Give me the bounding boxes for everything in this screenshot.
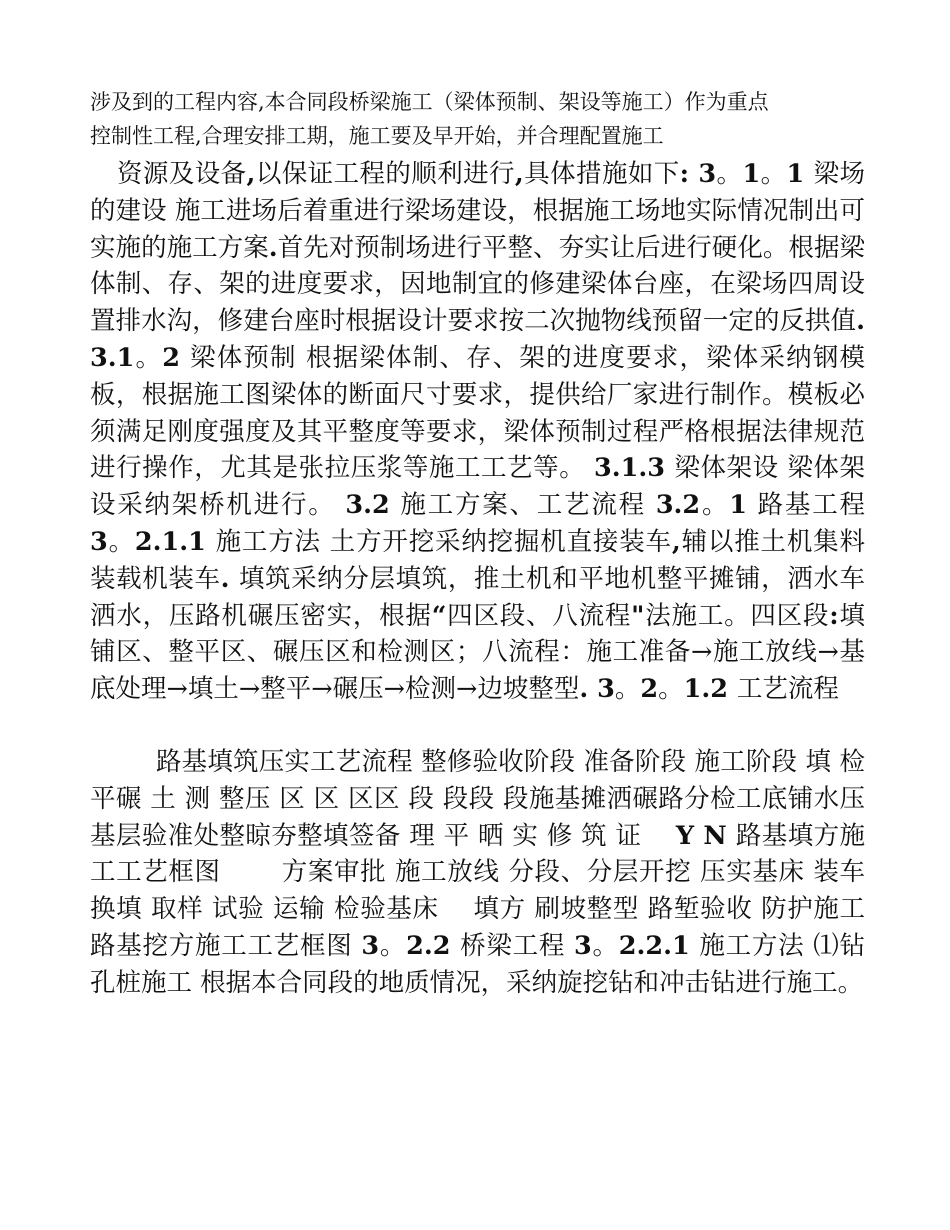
bold-run: 2 <box>640 674 659 705</box>
bold-run: 2 <box>162 342 191 373</box>
bold-run: Y N <box>675 820 736 851</box>
text-run: 梁体架设 梁体架设采纳架桥机进行。 <box>90 453 865 521</box>
text-run: 资源及设备 <box>117 159 247 189</box>
body-paragraph-1 <box>90 156 865 708</box>
text-run: 。 <box>658 674 684 705</box>
intro-line: 涉及到的工程内容,本合同段桥梁施工（梁体预制、架设等施工）作为重点 <box>90 90 769 114</box>
text-run: 四区段、八流程 <box>446 600 632 631</box>
text-run: 首先对预制场进行平整、夯实让后进行硬化。根据梁体制、存、架的进度要求，因地制宜的修建梁体台座，在梁场四周设置排水沟，修建台座时根据设计要求按二次抛物线预留一定的反拱值 <box>90 232 865 337</box>
bold-run: , <box>671 526 681 557</box>
bold-run: . 3 <box>579 674 615 705</box>
text-run: 。 <box>379 930 407 961</box>
intro-text <box>90 88 865 150</box>
text-run: 。 <box>700 490 730 521</box>
text-run: 。 <box>134 342 163 373</box>
text-run: 具体措施如下 <box>523 159 680 189</box>
bold-run: 3.2 <box>345 490 401 521</box>
text-run: 填铺区、整平区、碾压区和检测区；八流程：施工准备→施工放线→基底处理→填土→整平→碾压→检测→边坡整型 <box>90 600 865 705</box>
text-run: 以保证工程的顺利进行 <box>255 159 515 189</box>
text-run: 施工方法 土方开挖采纳挖掘机直接装车 <box>215 526 672 557</box>
text-run: 法施工。四区段 <box>644 600 830 631</box>
bold-run: 1 <box>729 490 758 521</box>
intro-line: 控制性工程,合理安排工期，施工要及早开始，并合理配置施工 <box>90 124 664 148</box>
body-paragraph-2 <box>90 744 865 1002</box>
text-run: 。 <box>716 159 743 189</box>
bold-run: 3.2 <box>655 490 701 521</box>
document-page <box>90 88 865 1002</box>
bold-run: : <box>829 600 839 631</box>
bold-run: 3.1.3 <box>593 453 675 484</box>
bold-run: 1 <box>786 159 814 189</box>
bold-run: 1.2 <box>683 674 737 705</box>
bold-run: 3 <box>361 930 380 961</box>
text-run: 梁场的建设 施工进场后着重进行梁场建设，根据施工场地实际情况制出可实施的施工方案 <box>90 159 865 263</box>
bold-run: " <box>631 600 645 631</box>
bold-run: . 3.1 <box>90 306 865 373</box>
bold-run: 3 <box>574 930 592 961</box>
bold-run: 2.1.1 <box>134 526 216 557</box>
bold-run: “ <box>431 600 447 631</box>
bold-run: , <box>246 159 256 189</box>
text-run: 路基填筑压实工艺流程 整修验收阶段 准备阶段 施工阶段 填 检 平碾 土 测 整压 区 区 区区 段 段段 段施基摊洒碾路分检工底铺水压基层验准处整晾夯整填签备 理 平 晒 实 修 筑 证 <box>90 746 865 851</box>
text-run: 施工方法 ⑴钻孔桩施工 根据本合同段的地质情况，采纳旋挖钻和冲击钻进行施工。 <box>90 930 866 998</box>
bold-run: 2.2.1 <box>618 930 700 961</box>
text-run: 。 <box>107 526 135 557</box>
bold-run: , <box>514 159 524 189</box>
bold-run: 1 <box>742 159 761 189</box>
text-run: 路基填方施工工艺框图 方案审批 施工放线 分段、分层开挖 压实基床 装车 换填 取样 试验 运输 检验基床 填方 刷坡整型 路堑验收 防护施工 路基挖方施工工艺框图 <box>90 820 865 961</box>
text-run: 。 <box>760 159 787 189</box>
bold-run: . <box>220 563 239 594</box>
text-run: 梁体预制 根据梁体制、存、架的进度要求，梁体采纳钢模板，根据施工图梁体的断面尺寸要求，提供给厂家进行制作。模板必须满足刚度强度及其平整度等要求，梁体预制过程严格根据法律规范进行操作，尤其是张拉压浆等施工工艺等。 <box>90 342 865 484</box>
bold-run: 2.2 <box>406 930 461 961</box>
text-run: 填筑采纳分层填筑，推土机和平地机整平摊铺，洒水车洒水，压路机碾压密实，根据 <box>90 563 865 631</box>
bold-run: 3 <box>90 526 108 557</box>
text-run: 辅以推土机集料装载机装车 <box>90 526 865 594</box>
bold-run: : 3 <box>679 159 717 189</box>
text-run: 工艺流程 <box>736 674 839 705</box>
text-run: 施工方案、工艺流程 <box>400 490 656 521</box>
bold-run: . <box>268 232 278 263</box>
text-run: 。 <box>614 674 641 705</box>
text-run: 桥梁工程 <box>460 930 574 961</box>
text-run: 路基工程 <box>757 490 865 521</box>
text-run: 。 <box>591 930 619 961</box>
